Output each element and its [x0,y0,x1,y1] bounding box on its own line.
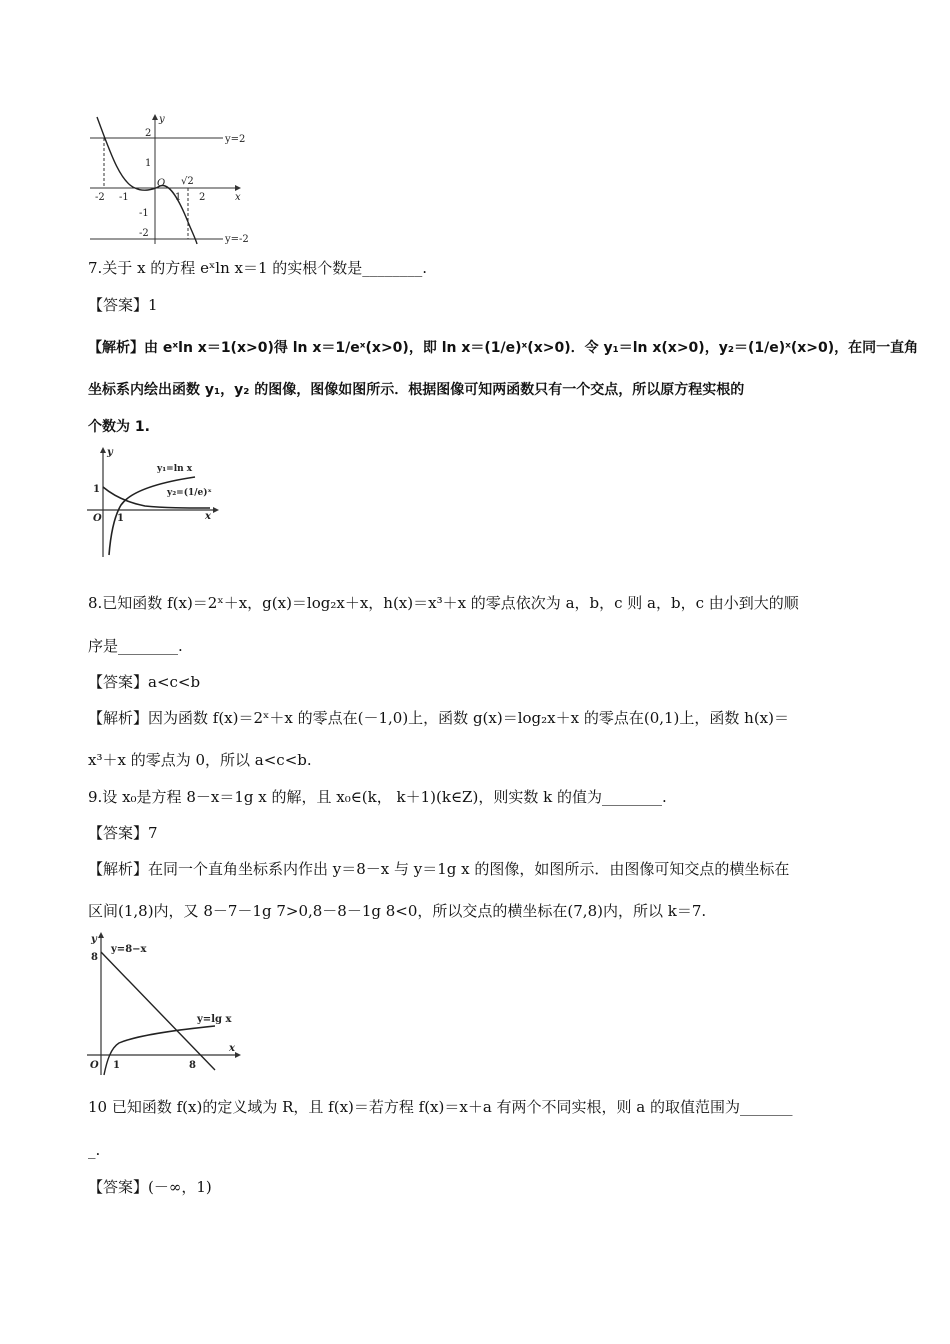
x-axis-label: x [205,511,211,522]
figure-line-lg-graph [85,930,250,1080]
tick-y: -1 [139,208,149,219]
label-line: y=8−x [111,944,147,955]
label-lg: y=lg x [197,1014,232,1025]
figure-cubic-graph [85,112,255,252]
x-axis-arrow-icon [213,507,219,513]
tick-x: √2 [181,176,194,187]
tick-x-8: 8 [189,1060,196,1071]
y-axis-arrow-icon [100,447,106,453]
label-y1: y₁=ln x [157,464,193,474]
q8-question-line2: 序是________. [88,637,183,655]
tick-x: -1 [119,192,129,203]
tick-y-8: 8 [91,952,98,963]
origin-label: O [157,178,166,189]
x-axis-label: x [229,1043,235,1054]
tick-y: 1 [145,158,152,169]
figure-ln-exp-graph [85,445,225,560]
x-axis-arrow-icon [235,1052,241,1058]
tick-y: 2 [145,128,152,139]
q9-analysis-line2: 区间(1,8)内，又 8－7－1g 7>0,8－8－1g 8<0，所以交点的横坐标在(7,8)内，所以 k＝7. [88,902,707,920]
tick-x: 2 [199,192,206,203]
q10-answer: 【答案】(－∞，1) [88,1178,212,1196]
y-axis-label: y [91,934,97,945]
q7-analysis-line1: 【解析】由 eˣln x＝1(x>0)得 ln x＝1/eˣ(x>0)，即 ln x＝(1/e)ˣ(x>0)．令 y₁＝ln x(x>0)，y₂＝(1/e)ˣ(x>0)，在同一直角 [88,340,919,356]
tick-x-1: 1 [113,1060,120,1071]
tick-x-1: 1 [117,513,124,524]
q7-question: 7.关于 x 的方程 eˣln x＝1 的实根个数是________. [88,259,428,277]
q9-question: 9.设 x₀是方程 8－x＝1g x 的解，且 x₀∈(k， k＋1)(k∈Z)，则实数 k 的值为________. [88,788,667,806]
lg-curve [104,1026,215,1075]
y-axis-label: y [159,114,165,125]
tick-x: -2 [95,192,105,203]
tick-y-1: 1 [93,484,100,495]
q8-analysis-line2: x³＋x 的零点为 0，所以 a<c<b. [88,751,312,769]
q8-answer: 【答案】a<c<b [88,673,201,691]
tick-x: 1 [175,192,182,203]
line-top-label: y=2 [225,134,246,145]
origin-label: O [90,1060,99,1071]
q9-answer: 【答案】7 [88,824,158,842]
y-axis-label: y [107,447,113,458]
line-8-minus-x [101,952,215,1070]
q8-question-line1: 8.已知函数 f(x)＝2ˣ＋x，g(x)＝log₂x＋x，h(x)＝x³＋x 的零点依次为 a，b，c 则 a，b，c 由小到大的顺 [88,594,799,612]
tick-y: -2 [139,228,149,239]
origin-label: O [93,513,102,524]
q7-answer: 【答案】1 [88,296,158,314]
q10-question-line1: 10 已知函数 f(x)的定义域为 R，且 f(x)＝若方程 f(x)＝x＋a 有两个不同实根，则 a 的取值范围为_______ [88,1098,793,1116]
q10-question-line2: _. [88,1141,101,1159]
q7-analysis-line3: 个数为 1. [88,419,150,435]
q9-analysis-line1: 【解析】在同一个直角坐标系内作出 y＝8－x 与 y＝1g x 的图像，如图所示．由图像可知交点的横坐标在 [88,860,790,878]
q7-analysis-line2: 坐标系内绘出函数 y₁，y₂ 的图像，图像如图所示．根据图像可知两函数只有一个交点，所以原方程实根的 [88,382,745,398]
label-y2: y₂=(1/e)ˣ [167,488,212,498]
line-bottom-label: y=-2 [225,234,249,245]
y-axis-arrow-icon [152,114,158,120]
x-axis-label: x [235,192,241,203]
y-axis-arrow-icon [98,932,104,938]
x-axis-arrow-icon [235,185,241,191]
q8-analysis-line1: 【解析】因为函数 f(x)＝2ˣ＋x 的零点在(－1,0)上，函数 g(x)＝log₂x＋x 的零点在(0,1)上，函数 h(x)＝ [88,709,789,727]
